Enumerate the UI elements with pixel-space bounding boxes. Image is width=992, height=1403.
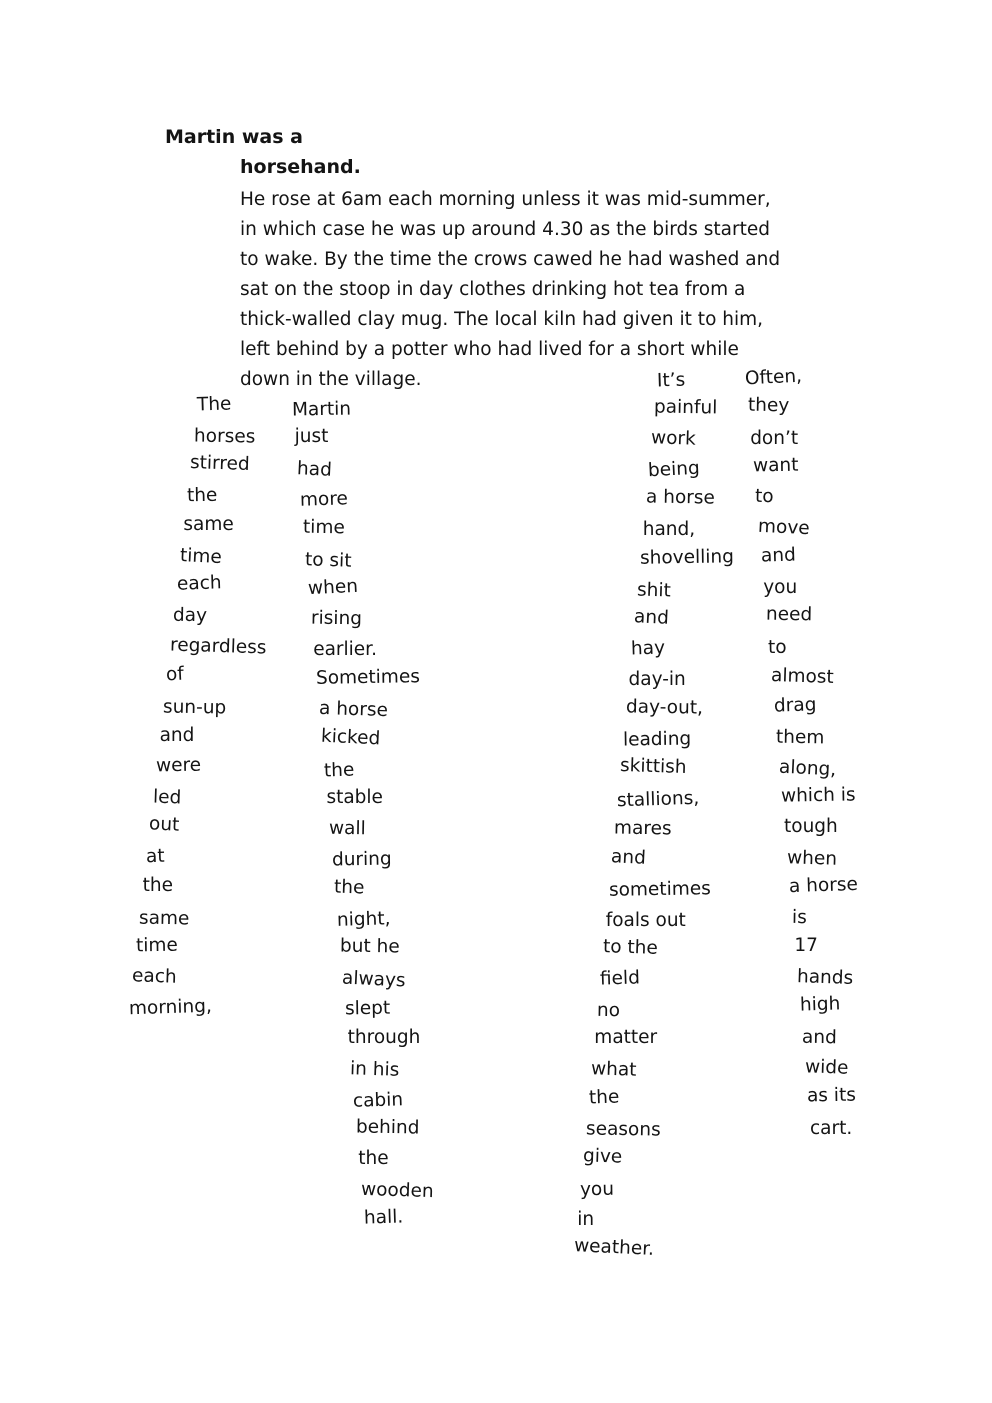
often-column-word: drag xyxy=(773,694,817,717)
horses-column-word: out xyxy=(148,813,181,836)
martin-column-word: Sometimes xyxy=(315,665,420,689)
martin-column-word: more xyxy=(299,488,349,511)
horses-column-word: and xyxy=(159,724,195,746)
martin-column-word: rising xyxy=(310,607,362,630)
intro-line: He rose at 6am each morning unless it was mid-summer, xyxy=(240,189,771,210)
martin-column-word: wooden xyxy=(360,1178,434,1202)
martin-column-word: behind xyxy=(355,1116,420,1139)
intro-line: in which case he was up around 4.30 as the birds started xyxy=(240,219,770,240)
painful-column-word: skittish xyxy=(619,755,687,779)
often-column-word: and xyxy=(802,1026,838,1048)
often-column-word: don’t xyxy=(750,427,799,449)
often-column-word: them xyxy=(776,726,825,748)
painful-column-word: day-in xyxy=(628,669,686,691)
title-line-2: horsehand. xyxy=(240,156,361,178)
often-column-word: along, xyxy=(778,756,837,781)
martin-column-word: just xyxy=(294,426,329,448)
horses-column-word: each xyxy=(132,965,178,988)
intro-line: sat on the stoop in day clothes drinking hot tea from a xyxy=(240,279,746,300)
painful-column-word: sometimes xyxy=(608,877,711,901)
painful-column-word: painful xyxy=(653,396,718,419)
often-column-word: Often, xyxy=(744,365,803,389)
martin-column-word: during xyxy=(331,848,392,871)
often-column-word: cart. xyxy=(810,1117,853,1139)
painful-column-word: and xyxy=(633,605,670,629)
martin-column-word: a horse xyxy=(318,697,388,721)
painful-column-word: leading xyxy=(622,728,692,751)
painful-column-word: the xyxy=(588,1086,620,1109)
painful-column-word: foals out xyxy=(605,909,686,931)
often-column-word: high xyxy=(799,993,841,1016)
painful-column-word: work xyxy=(651,427,697,450)
often-column-word: to xyxy=(755,485,775,508)
often-column-word: want xyxy=(752,454,799,477)
martin-column-word: to sit xyxy=(304,549,353,572)
martin-column-word: in his xyxy=(350,1057,400,1081)
martin-column-word: Martin xyxy=(291,398,352,421)
painful-column-word: no xyxy=(596,999,621,1021)
often-column-word: need xyxy=(765,603,813,626)
often-column-word: a horse xyxy=(788,873,859,897)
often-column-word: which is xyxy=(781,784,857,807)
martin-column-word: kicked xyxy=(320,726,381,750)
often-column-word: when xyxy=(786,847,837,870)
painful-column-word: shit xyxy=(636,579,672,602)
horses-column-word: the xyxy=(142,875,173,896)
often-column-word: move xyxy=(757,515,811,540)
often-column-word: and xyxy=(760,544,796,567)
horses-column-word: led xyxy=(152,786,182,808)
painful-column-word: shovelling xyxy=(639,546,734,570)
horses-column-word: morning, xyxy=(128,995,213,1020)
painful-column-word: field xyxy=(599,967,641,990)
martin-column-word: the xyxy=(334,876,366,899)
painful-column-word: a horse xyxy=(645,486,715,509)
painful-column-word: It’s xyxy=(656,369,686,392)
martin-column-word: night, xyxy=(336,907,391,931)
horses-column-word: horses xyxy=(193,425,256,448)
painful-column-word: hand, xyxy=(642,518,696,540)
painful-column-word: mares xyxy=(614,817,673,840)
horses-column-word: The xyxy=(196,393,232,416)
martin-column-word: earlier. xyxy=(313,639,377,661)
horses-column-word: stirred xyxy=(189,452,251,475)
horses-column-word: same xyxy=(183,513,234,535)
often-column-word: hands xyxy=(796,966,854,990)
often-column-word: to xyxy=(768,637,788,659)
title-line-1: Martin was a xyxy=(165,126,303,148)
horses-column-word: day xyxy=(173,605,208,627)
often-column-word: you xyxy=(763,576,798,598)
often-column-word: is xyxy=(791,906,807,928)
martin-column-word: time xyxy=(302,516,345,539)
horses-column-word: same xyxy=(139,907,190,929)
martin-column-word: hall. xyxy=(363,1206,404,1229)
often-column-word: wide xyxy=(804,1056,849,1079)
painful-column-word: you xyxy=(579,1178,615,1200)
painful-column-word: and xyxy=(610,845,647,869)
often-column-word: tough xyxy=(784,816,838,837)
martin-column-word: always xyxy=(341,967,407,992)
intro-line: thick-walled clay mug. The local kiln had given it to him, xyxy=(240,309,764,330)
painful-column-word: weather. xyxy=(573,1234,655,1260)
painful-column-word: give xyxy=(582,1145,623,1168)
intro-line: left behind by a potter who had lived for a short while xyxy=(240,339,739,360)
horses-column-word: the xyxy=(186,484,218,507)
horses-column-word: time xyxy=(135,934,178,956)
martin-column-word: cabin xyxy=(352,1089,404,1112)
intro-paragraph xyxy=(240,185,800,395)
martin-column-word: when xyxy=(307,576,359,600)
horses-column-word: time xyxy=(179,544,223,568)
horses-column-word: each xyxy=(176,572,222,595)
painful-column-word: hay xyxy=(630,637,666,660)
martin-column-word: the xyxy=(358,1148,389,1169)
often-column-word: they xyxy=(747,395,790,417)
painful-column-word: seasons xyxy=(585,1118,661,1141)
horses-column-word: were xyxy=(156,754,202,777)
intro-line: down in the village. xyxy=(240,369,422,390)
painful-column-word: to the xyxy=(602,936,659,960)
horses-column-word: regardless xyxy=(169,634,267,659)
horses-column-word: sun-up xyxy=(162,696,227,719)
martin-column-word: stable xyxy=(326,786,383,808)
martin-column-word: had xyxy=(296,457,333,481)
martin-column-word: but he xyxy=(339,935,400,958)
often-column-word: 17 xyxy=(794,935,818,957)
martin-column-word: slept xyxy=(344,997,391,1020)
often-column-word: as its xyxy=(807,1084,857,1107)
painful-column-word: being xyxy=(647,457,701,482)
intro-line: to wake. By the time the crows cawed he had washed and xyxy=(240,249,781,270)
martin-column-word: wall xyxy=(328,817,367,840)
painful-column-word: matter xyxy=(594,1026,658,1048)
painful-column-word: stallions, xyxy=(616,787,700,812)
horses-column-word: at xyxy=(145,845,165,868)
horses-column-word: of xyxy=(165,663,185,686)
martin-column-word: the xyxy=(323,759,355,782)
painful-column-word: what xyxy=(591,1057,638,1081)
martin-column-word: through xyxy=(347,1026,421,1048)
painful-column-word: in xyxy=(577,1209,595,1231)
painful-column-word: day-out, xyxy=(625,696,703,719)
often-column-word: almost xyxy=(770,665,835,688)
